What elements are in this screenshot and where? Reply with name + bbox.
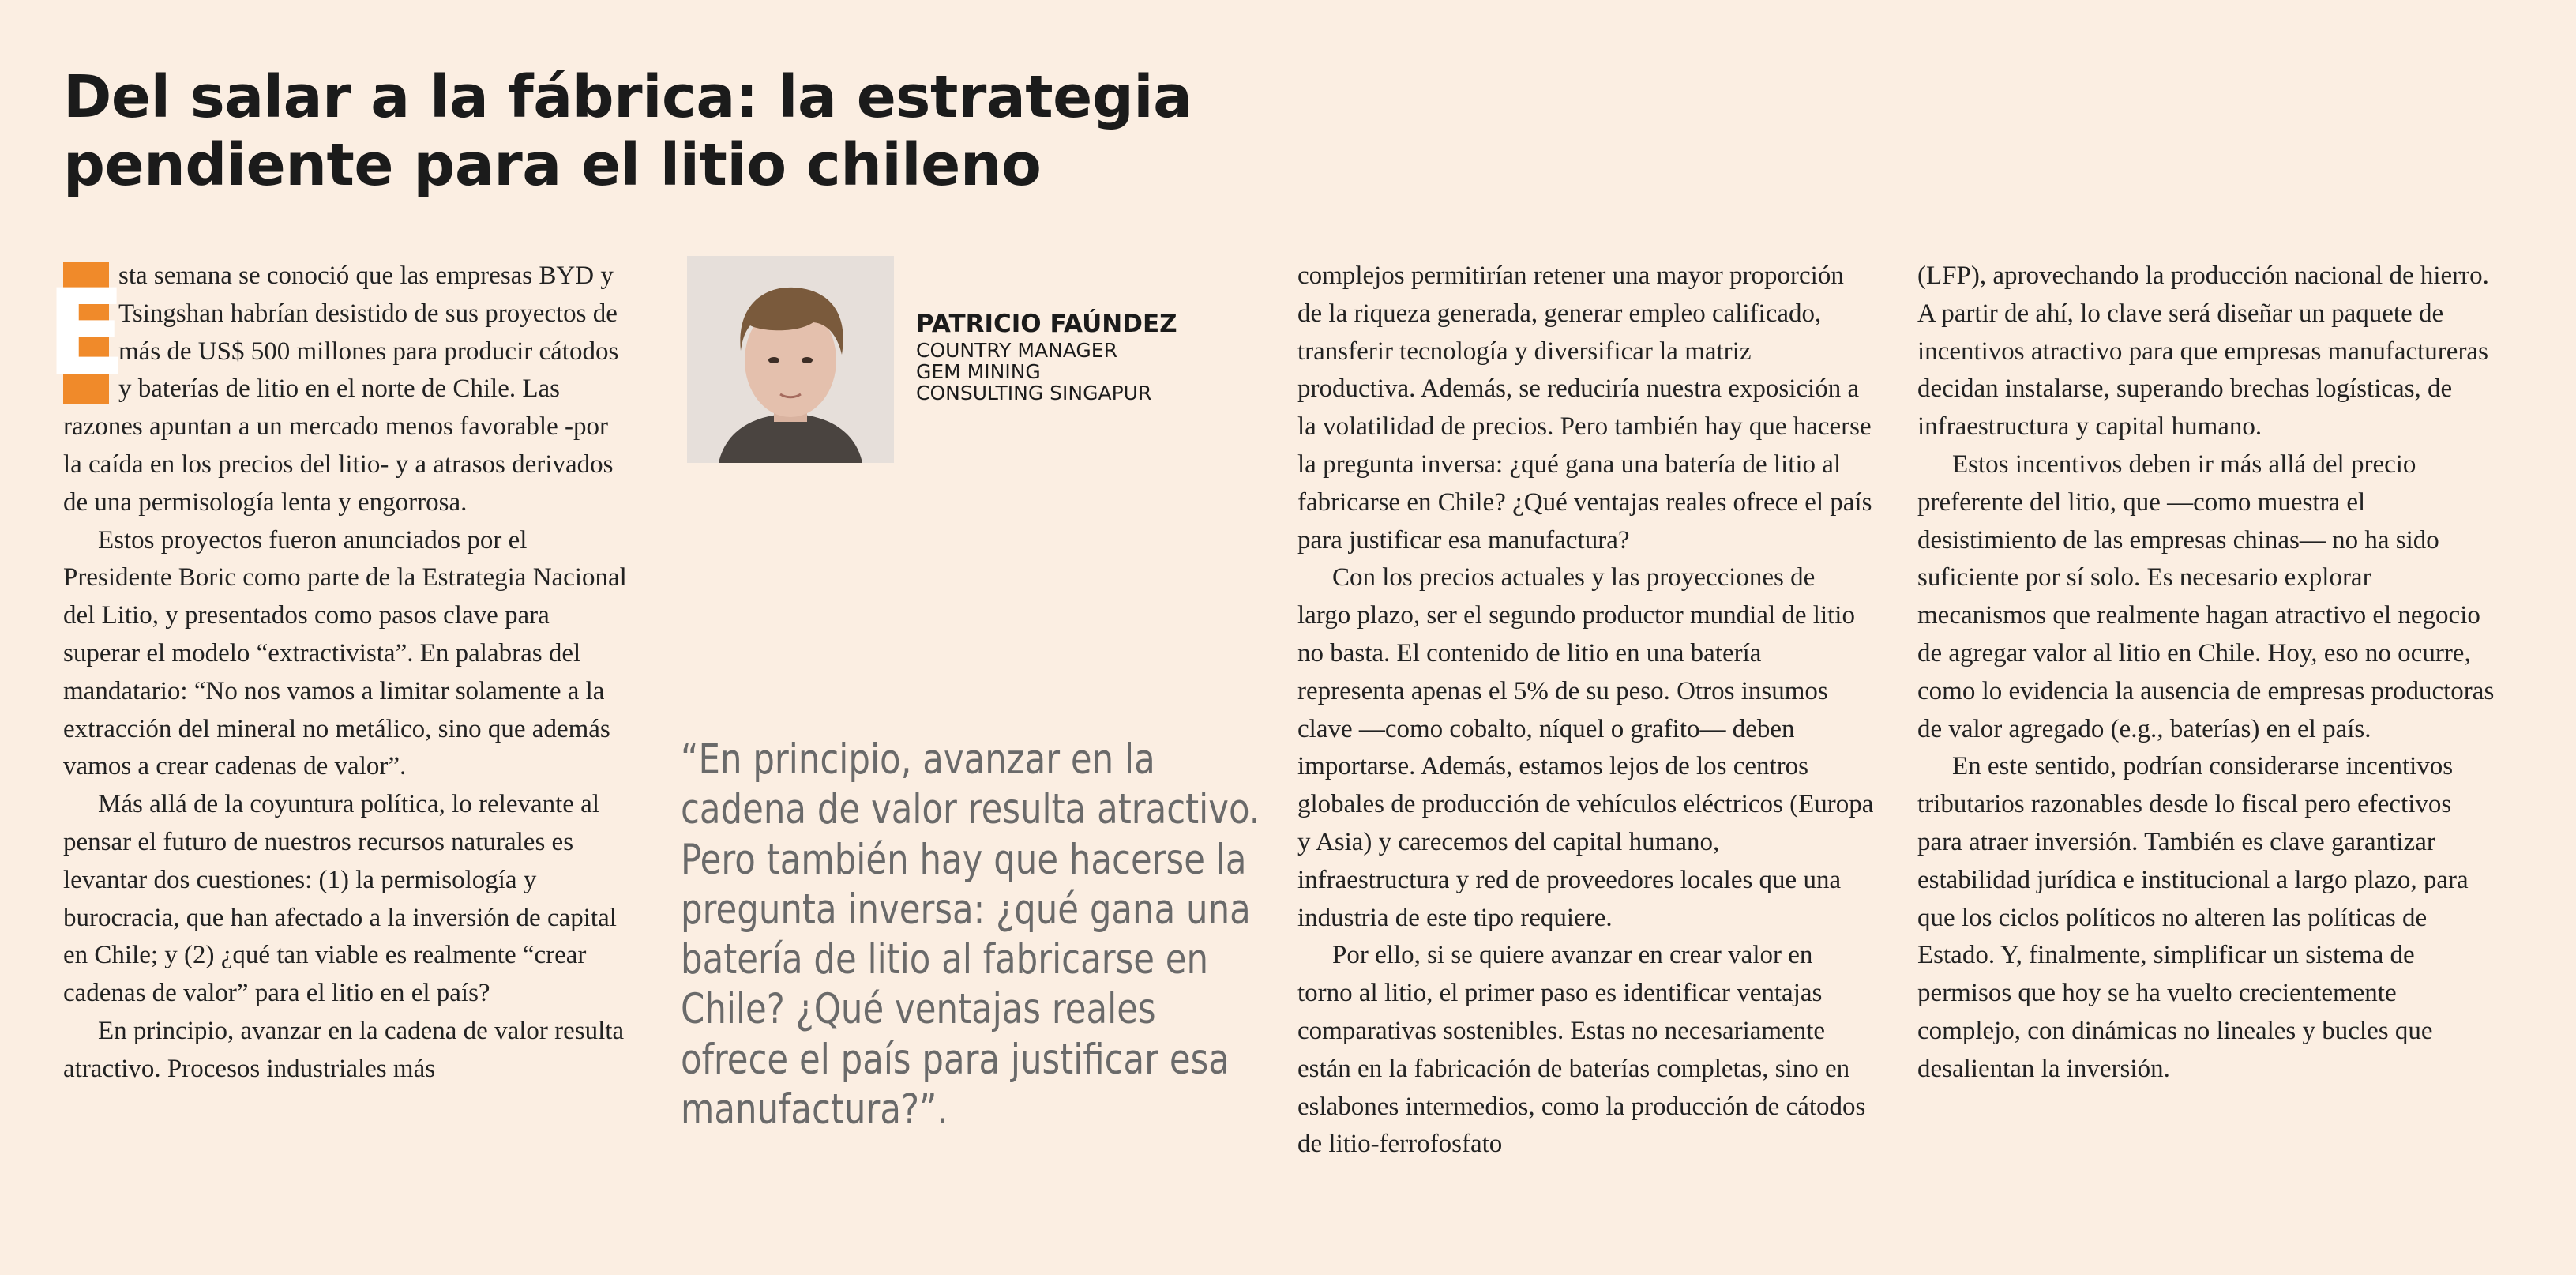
- paragraph-3: Más allá de la coyuntura política, lo relevante al pensar el futuro de nuestros recursos naturales es levantar dos cuestiones: (1) la permisología y burocracia, que han afectado a la inversión de capital en Chile; y (2) ¿qué tan viable es realmente “crear cadenas de valor” para el litio en el país?: [63, 790, 617, 1008]
- paragraph-9: Estos incentivos deben ir más allá del precio preferente del litio, que —como muestra el desistimiento de las empresas chinas— no ha sido suficiente por sí solo. Es necesario explorar mecanismos que realmente hagan atractivo el negocio de agregar valor al litio en Chile. Hoy, eso no ocurre, como lo evidencia la ausencia de empresas productoras de valor agregado (e.g., baterías) en el país.: [1917, 449, 2495, 743]
- paragraph-8: (LFP), aprovechando la producción nacional de hierro. A partir de ahí, lo clave será diseñar un paquete de incentivos atractivo para que empresas manufactureras decidan instalarse, superando brechas logísticas, de infraestructura y capital humano.: [1917, 261, 2489, 442]
- paragraph-2: Estos proyectos fueron anunciados por el Presidente Boric como parte de la Estrategia Nacional del Litio, y presentados como pasos clave para superar el modelo “extractivista”. En palabras del mandatario: “No nos vamos a limitar solamente a la extracción del mineral no metálico, sino que además vamos a crear cadenas de valor”.: [63, 525, 627, 781]
- author-role-2: GEM MINING: [916, 360, 1041, 383]
- paragraph-10: En este sentido, podrían considerarse incentivos tributarios razonables desde lo fiscal pero efectivos para atraer inversión. También es clave garantizar estabilidad jurídica e institucional a largo plazo, para que los ciclos políticos no alteren las políticas de Estado. Y, finalmente, simplificar un sistema de permisos que hoy se ha vuelto crecientemente complejo, con dinámicas no lineales y bucles que desalientan la inversión.: [1917, 752, 2469, 1083]
- author-role-3: CONSULTING SINGAPUR: [916, 382, 1152, 404]
- author-photo-icon: [687, 256, 894, 463]
- author-role-1: COUNTRY MANAGER: [916, 339, 1117, 362]
- body-column-4: [1917, 258, 2502, 1089]
- author-name: PATRICIO FAÚNDEZ: [916, 310, 1177, 338]
- dropcap: E: [63, 262, 109, 404]
- paragraph-1-text: sta semana se conoció que las empresas BYD y Tsingshan habrían desistido de sus proyectos de más de US$ 500 millones para producir cátodos y baterías de litio en el norte de Chile. Las razones apuntan a un mercado menos favorable -por la caída en los precios del litio- y a atrasos derivados de una permisología lenta y engorrosa.: [63, 261, 619, 517]
- paragraph-4: En principio, avanzar en la cadena de valor resulta atractivo. Procesos industriales más: [63, 1016, 625, 1083]
- paragraph-6: Con los precios actuales y las proyecciones de largo plazo, ser el segundo productor mundial de litio no basta. El contenido de litio en una batería representa apenas el 5% de su peso. Otros insumos clave —como cobalto, níquel o grafito— deben importarse. Además, estamos lejos de los centros globales de producción de vehículos eléctricos (Europa y Asia) y carecemos del capital humano, infraestructura y red de proveedores locales que una industria de este tipo requiere.: [1297, 563, 1874, 932]
- paragraph-5: complejos permitirían retener una mayor proporción de la riqueza generada, generar empleo calificado, transferir tecnología y diversificar la matriz productiva. Además, se reduciría nuestra exposición a la volatilidad de precios. Pero también hay que hacerse la pregunta inversa: ¿qué gana una batería de litio al fabricarse en Chile? ¿Qué ventajas reales ofrece el país para justificar esa manufactura?: [1297, 261, 1872, 555]
- author-portrait: [687, 256, 894, 463]
- author-byline: [916, 308, 1177, 404]
- paragraph-7: Por ello, si se quiere avanzar en crear valor en torno al litio, el primer paso es identificar ventajas comparativas sostenibles. Estas no necesariamente están en la fabricación de baterías completas, sino en eslabones intermedios, como la producción de cátodos de litio-ferrofosfato: [1297, 941, 1866, 1159]
- body-column-3: [1297, 258, 1874, 1164]
- paragraph-1: [45, 258, 628, 522]
- article-headline: Del salar a la fábrica: la estrategia pendiente para el litio chileno: [63, 63, 1192, 199]
- body-column-1: [45, 258, 628, 1089]
- pull-quote: “En principio, avanzar en la cadena de valor resulta atractivo. Pero también hay que hacerse la pregunta inversa: ¿qué gana una batería de litio al fabricarse en Chile? ¿Qué ventajas reales ofrece el país para justificar esa manufactura?”.: [681, 735, 1260, 1134]
